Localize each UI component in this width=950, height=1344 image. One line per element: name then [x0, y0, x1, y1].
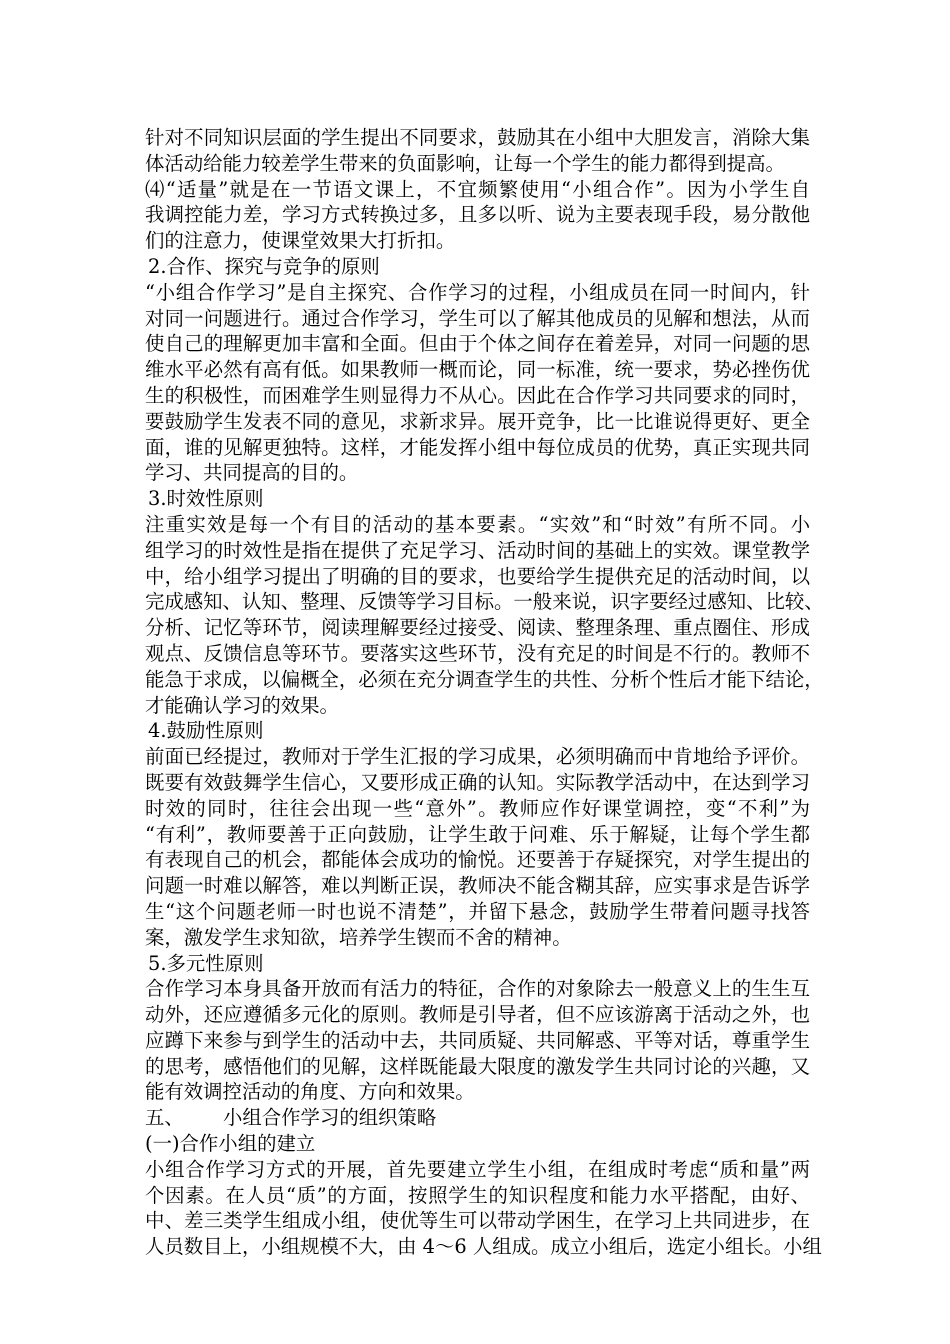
text-line: 我调控能力差，学习方式转换过多，且多以听、说为主要表现手段，易分散他	[145, 203, 810, 227]
text-line: 动外，还应遵循多元化的原则。教师是引导者，但不应该游离于活动之外，也	[145, 1003, 810, 1027]
text-line: 问题一时难以解答，难以判断正误，教师决不能含糊其辞，应实事求是告诉学	[145, 874, 810, 898]
section-heading-five	[145, 1105, 810, 1131]
text-line: 时效的同时，往往会出现一些“意外”。教师应作好课堂调控，变“不利”为	[145, 796, 810, 820]
text-line: “有利”，教师要善于正向鼓励，让学生敢于问难、乐于解疑，让每个学生都	[145, 822, 810, 846]
text-line: 能有效调控活动的角度、方向和效果。	[145, 1080, 475, 1104]
text-line: 既要有效鼓舞学生信心，又要形成正确的认知。实际教学活动中，在达到学习	[145, 770, 810, 794]
text-line: 人员数目上，小组规模不大，由 4～6 人组成。成立小组后，选定小组长。小组	[145, 1235, 822, 1259]
text-line: 们的注意力，使课堂效果大打折扣。	[145, 229, 456, 253]
text-line: 生“这个问题老师一时也说不清楚”，并留下悬念，鼓励学生带着问题寻找答	[145, 899, 810, 923]
document-page	[145, 125, 824, 1260]
text-line: 中、差三类学生组成小组，使优等生可以带动学困生，在学习上共同进步，在	[145, 1209, 810, 1233]
text-line: “小组合作学习”是自主探究、合作学习的过程，小组成员在同一时间内，针	[145, 280, 810, 304]
section-heading: 4.鼓励性原则	[148, 719, 264, 743]
text-line: 合作学习本身具备开放而有活力的特征，合作的对象除去一般意义上的生生互	[145, 977, 810, 1001]
text-line: 观点、反馈信息等环节。要落实这些环节，没有充足的时间是不行的。教师不	[145, 641, 810, 665]
text-line: 要鼓励学生发表不同的意见，求新求异。展开竞争，比一比谁说得更好、更全	[145, 409, 810, 433]
text-line: 中，给小组学习提出了明确的目的要求，也要给学生提供充足的活动时间，以	[145, 564, 810, 588]
text-line: 应蹲下来参与到学生的活动中去，共同质疑、共同解惑、平等对话，尊重学生	[145, 1028, 810, 1052]
text-line: 完成感知、认知、整理、反馈等学习目标。一般来说，识字要经过感知、比较、	[145, 590, 824, 614]
section-heading: 3.时效性原则	[148, 487, 264, 511]
subsection-heading: (一)合作小组的建立	[145, 1132, 316, 1156]
section-heading: 5.多元性原则	[148, 951, 264, 975]
text-line: 注重实效是每一个有目的活动的基本要素。“实效”和“时效”有所不同。小	[145, 512, 810, 536]
text-line: 学习、共同提高的目的。	[145, 461, 359, 485]
section-title: 小组合作学习的组织策略	[223, 1106, 437, 1130]
text-line: 有表现自己的机会，都能体会成功的愉悦。还要善于存疑探究，对学生提出的	[145, 848, 810, 872]
text-line: 体活动给能力较差学生带来的负面影响，让每一个学生的能力都得到提高。	[145, 151, 785, 175]
text-line: 维水平必然有高有低。如果教师一概而论，同一标准，统一要求，势必挫伤优	[145, 358, 810, 382]
section-heading: 2.合作、探究与竞争的原则	[148, 254, 380, 278]
text-line: 组学习的时效性是指在提供了充足学习、活动时间的基础上的实效。课堂教学	[145, 538, 810, 562]
text-line: ⑷“适量”就是在一节语文课上，不宜频繁使用“小组合作”。因为小学生自	[145, 177, 810, 201]
text-line: 前面已经提过，教师对于学生汇报的学习成果，必须明确而中肯地给予评价。	[145, 745, 810, 769]
section-number: 五、	[145, 1106, 184, 1130]
text-line: 使自己的理解更加丰富和全面。但由于个体之间存在着差异，对同一问题的思	[145, 332, 810, 356]
text-line: 生的积极性，而困难学生则显得力不从心。因此在合作学习共同要求的同时，	[145, 383, 810, 407]
text-line: 的思考，感悟他们的见解，这样既能最大限度的激发学生共同讨论的兴趣，又	[145, 1054, 810, 1078]
text-line: 能急于求成，以偏概全，必须在充分调查学生的共性、分析个性后才能下结论，	[145, 667, 824, 691]
text-line: 小组合作学习方式的开展，首先要建立学生小组，在组成时考虑“质和量”两	[145, 1157, 810, 1181]
text-line: 对同一问题进行。通过合作学习，学生可以了解其他成员的见解和想法，从而	[145, 306, 810, 330]
text-line: 针对不同知识层面的学生提出不同要求，鼓励其在小组中大胆发言，消除大集	[145, 126, 810, 149]
text-line: 分析、记忆等环节，阅读理解要经过接受、阅读、整理条理、重点圈住、形成	[145, 616, 810, 640]
text-line: 面，谁的见解更独特。这样，才能发挥小组中每位成员的优势，真正实现共同	[145, 435, 810, 459]
text-line: 才能确认学习的效果。	[145, 693, 339, 717]
text-line: 个因素。在人员“质”的方面，按照学生的知识程度和能力水平搭配，由好、	[145, 1183, 810, 1207]
text-line: 案，激发学生求知欲，培养学生锲而不舍的精神。	[145, 925, 572, 949]
